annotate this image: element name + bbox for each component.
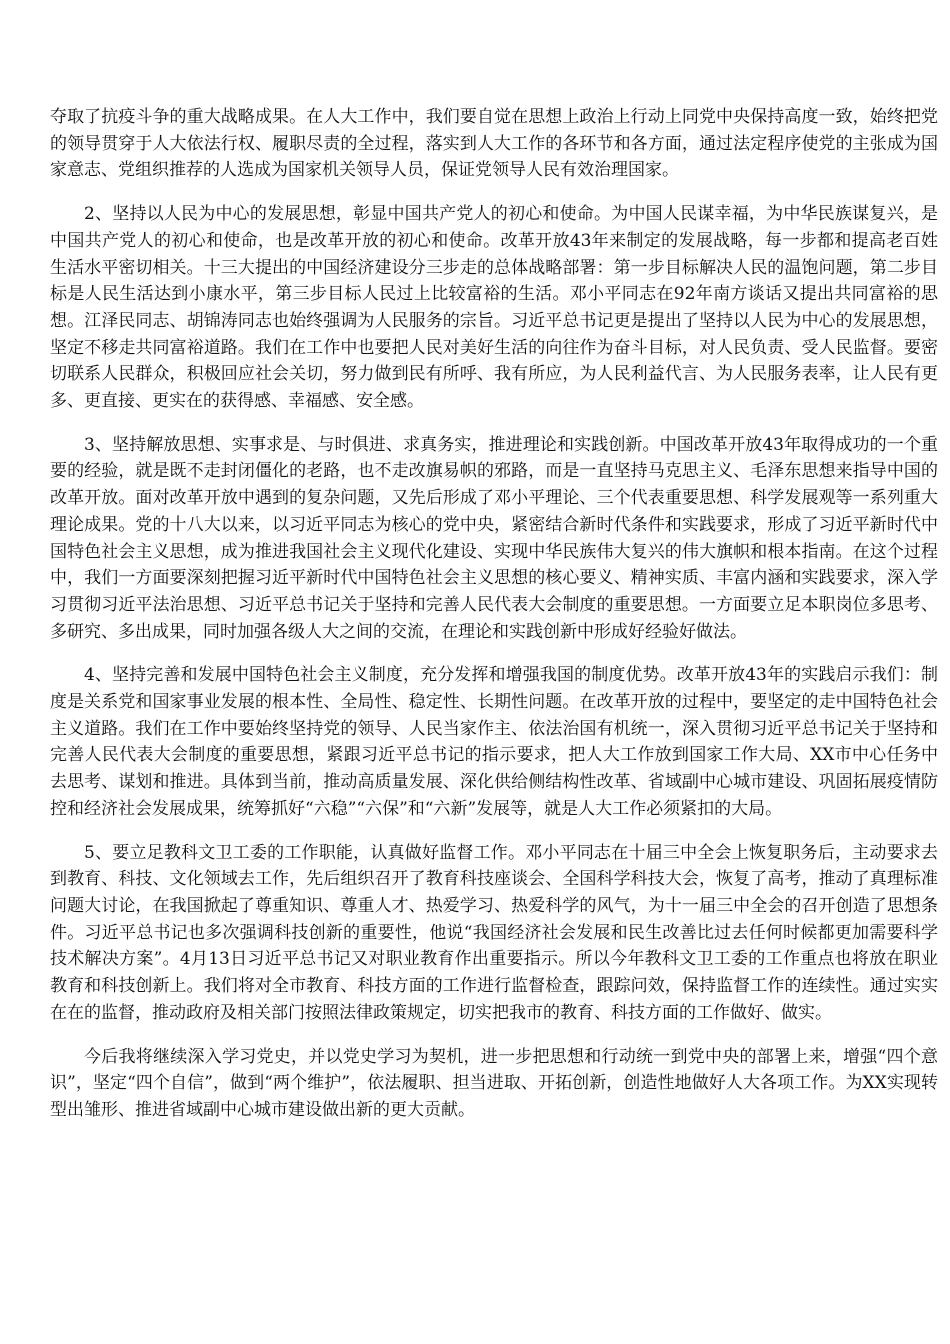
paragraph-point-4: 4、坚持完善和发展中国特色社会主义制度，充分发挥和增强我国的制度优势。改革开放43年的实践启示我们：制度是关系党和国家事业发展的根本性、全局性、稳定性、长期性问题。在改革开放的过程中，要坚定的走中国特色社会主义道路。我们在工作中要始终坚持党的领导、人民当家作主、依法治国有机统一，深入贯彻习近平总书记关于坚持和完善人民代表大会制度的重要思想，紧跟习近平总书记的指示要求，把人大工作放到国家工作大局、XX市中心任务中去思考、谋划和推进。具体到当前，推动高质量发展、深化供给侧结构性改革、省域副中心城市建设、巩固拓展疫情防控和经济社会发展成果，统筹抓好“六稳”“六保”和“六新”发展等，就是人大工作必须紧扣的大局。: [50, 665, 938, 819]
paragraph-point-5: 5、要立足教科文卫工委的工作职能，认真做好监督工作。邓小平同志在十届三中全会上恢复职务后，主动要求去到教育、科技、文化领域去工作，先后组织召开了教育科技座谈会、全国科学科技大会，恢复了高考，推动了真理标准问题大讨论，在我国掀起了尊重知识、尊重人才、热爱学习、热爱科学的风气，为十一届三中全会的召开创造了思想条件。习近平总书记也多次强调科技创新的重要性，他说“我国经济社会发展和民生改善比过去任何时候都更加需要科学技术解决方案”。4月13日习近平总书记又对职业教育作出重要指示。所以今年教科文卫工委的工作重点也将放在职业教育和科技创新上。我们将对全市教育、科技方面的工作进行监督检查，跟踪问效，保持监督工作的连续性。通过实实在在的监督，推动政府及相关部门按照法律政策规定，切实把我市的教育、科技方面的工作做好、做实。: [50, 842, 938, 1023]
document-page: [50, 104, 938, 1141]
paragraph-conclusion: 今后我将继续深入学习党史，并以党史学习为契机，进一步把思想和行动统一到党中央的部署上来，增强“四个意识”，坚定“四个自信”，做到“两个维护”，依法履职、担当进取、开拓创新，创造性地做好人大各项工作。为XX实现转型出雏形、推进省域副中心城市建设做出新的更大贡献。: [50, 1046, 938, 1120]
paragraph-point-2: 2、坚持以人民为中心的发展思想，彰显中国共产党人的初心和使命。为中国人民谋幸福，为中华民族谋复兴，是中国共产党人的初心和使命，也是改革开放的初心和使命。改革开放43年来制定的发展战略，每一步都和提高老百姓生活水平密切相关。十三大提出的中国经济建设分三步走的总体战略部署：第一步目标解决人民的温饱问题，第二步目标是人民生活达到小康水平，第三步目标人民过上比较富裕的生活。邓小平同志在92年南方谈话又提出共同富裕的思想。江泽民同志、胡锦涛同志也始终强调为人民服务的宗旨。习近平总书记更是提出了坚持以人民为中心的发展思想，坚定不移走共同富裕道路。我们在工作中也要把人民对美好生活的向往作为奋斗目标，对人民负责、受人民监督。要密切联系人民群众，积极回应社会关切，努力做到民有所呼、我有所应，为人民利益代言、为人民服务表率，让人民有更多、更直接、更实在的获得感、幸福感、安全感。: [50, 204, 938, 412]
paragraph-point-3: 3、坚持解放思想、实事求是、与时俱进、求真务实，推进理论和实践创新。中国改革开放43年取得成功的一个重要的经验，就是既不走封闭僵化的老路，也不走改旗易帜的邪路，而是一直坚持马克思主义、毛泽东思想来指导中国的改革开放。面对改革开放中遇到的复杂问题，又先后形成了邓小平理论、三个代表重要思想、科学发展观等一系列重大理论成果。党的十八大以来，以习近平同志为核心的党中央，紧密结合新时代条件和实践要求，形成了习近平新时代中国特色社会主义思想，成为推进我国社会主义现代化建设、实现中华民族伟大复兴的伟大旗帜和根本指南。在这个过程中，我们一方面要深刻把握习近平新时代中国特色社会主义思想的核心要义、精神实质、丰富内涵和实践要求，深入学习贯彻习近平法治思想、习近平总书记关于坚持和完善人民代表大会制度的重要思想。一方面要立足本职岗位多思考、多研究、多出成果，同时加强各级人大之间的交流，在理论和实践创新中形成好经验好做法。: [50, 434, 938, 642]
paragraph-continuation: 夺取了抗疫斗争的重大战略成果。在人大工作中，我们要自觉在思想上政治上行动上同党中央保持高度一致，始终把党的领导贯穿于人大依法行权、履职尽责的全过程，落实到人大工作的各环节和各方面，通过法定程序使党的主张成为国家意志、党组织推荐的人选成为国家机关领导人员，保证党领导人民有效治理国家。: [50, 107, 938, 181]
